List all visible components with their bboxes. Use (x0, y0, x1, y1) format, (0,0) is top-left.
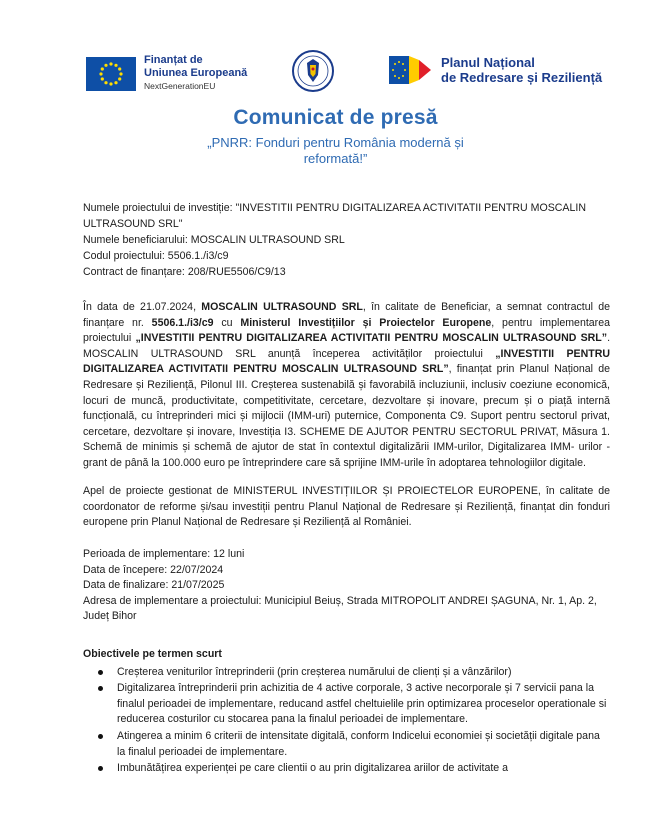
beneficiary-name: Numele beneficiarului: MOSCALIN ULTRASOUND SRL (83, 233, 345, 246)
end-date: Data de finalizare: 21/07/2025 (83, 579, 225, 592)
objective-text: Imbunătățirea experienței pe care clientii o au prin digitalizarea ariilor de activitate a (117, 762, 509, 775)
eu-funding-logo (86, 54, 247, 93)
implementation-period: Perioada de implementare: 12 luni (83, 548, 245, 560)
bullet-icon (98, 670, 103, 675)
list-item (83, 729, 610, 760)
list-item (83, 761, 610, 777)
paragraph-text: , în calitate de Beneficiar, a semnat contractul de finanțare nr. (83, 301, 610, 329)
paragraph-text: În data de 21.07.2024, (83, 301, 202, 313)
start-date: Data de începere: 22/07/2024 (83, 563, 224, 576)
objective-text: Digitalizarea întreprinderii prin achizitia de 4 active corporale, 3 active necorporale și 7 servicii pana la finalul perioadei de implementare, reducand astfel cheltuielile prin optimizarea proceselor operationale si reducerea costurilor cu stocarea pana la finalul perioadei de implementare. (117, 682, 607, 726)
subtitle-line2: reformată!” (303, 151, 368, 166)
paragraph-text: cu (213, 316, 241, 329)
bullet-icon (98, 734, 103, 739)
list-item (83, 665, 610, 681)
pnrr-logo-line2: de Redresare și Reziliență (441, 70, 603, 85)
paragraph-text: , pentru implementarea proiectului (83, 316, 610, 345)
implementation-address: Adresa de implementare a proiectului: Municipiul Beiuș, Strada MITROPOLIT ANDREI ȘAGUNA, Nr. 1, Ap. 2, Județ Bihor (83, 594, 597, 623)
document-subtitle (0, 135, 671, 167)
eu-logo-line1: Finanțat de (144, 54, 203, 66)
ministry-bold: Ministerul Investițiilor și Proiectelor Europene (240, 316, 492, 329)
pnrr-flag-icon (387, 54, 433, 86)
objective-text: Creșterea veniturilor întreprinderii (prin creșterea numărului de clienți și a vânzărilor) (117, 665, 512, 678)
document-title: Comunicat de presă (233, 106, 438, 129)
bullet-icon (98, 686, 103, 691)
eu-logo-line2: Uniunea Europeană (144, 67, 248, 79)
objectives-list (83, 665, 610, 777)
implementation-details (83, 547, 610, 625)
objective-text: Atingerea a minim 6 criterii de intensitate digitală, conform Indicelui economiei și societății digitale pana la finalul perioadei de implementare. (117, 729, 600, 758)
header-logos (0, 44, 671, 104)
intro-paragraph (83, 300, 610, 472)
eu-logo-line3: NextGenerationEU (144, 81, 216, 91)
call-paragraph: Apel de proiecte gestionat de MINISTERUL INVESTIȚIILOR ȘI PROIECTELOR EUROPENE, în calitate de coordonator de reforme și/sau investiții pentru Planul Național de Redresare și Reziliență, finanțat din fonduri europene prin Planul Național de Redresare și Reziliență al României. (83, 485, 610, 529)
bullet-icon (98, 766, 103, 771)
project-info (83, 201, 610, 281)
pnrr-logo (387, 54, 602, 86)
financing-contract: Contract de finanțare: 208/RUE5506/C9/13 (83, 265, 286, 278)
list-item (83, 681, 610, 728)
subtitle-line1: „PNRR: Fonduri pentru România modernă și (207, 135, 464, 150)
pnrr-logo-line1: Planul Național (441, 55, 535, 70)
paragraph-text: , finanțat prin Planul Național de Redresare și Reziliență, Pilonul III. Creșterea sustenabilă și favorabilă incluziunii, inclusiv coeziune economică, locuri de muncă, productivitate, competitivitate, cercetare, dezvoltare și inovare, precum și o piață internă funcțională, cu întreprinderi mici și mijlocii (IMM-uri) puternice, Componenta C9. Suport pentru sectorul privat, cercetare, dezvoltare și inovare, Investiția I3. SCHEME DE AJUTOR PENTRU SECTORUL PRIVAT, Măsura 1. Schemă de minimis și schemă de ajutor de stat în contextul digitalizării IMM-urilor, Digitalizarea IMM- urilor - grant de până la 100.000 euro pe întreprindere care să sprijine IMM-urile în adoptarea tehnologiilor digitale. (83, 363, 610, 469)
eu-flag-icon (86, 57, 136, 91)
project-title-bold: „INVESTITII PENTRU DIGITALIZAREA ACTIVITATII PENTRU MOSCALIN ULTRASOUND SRL” (135, 332, 608, 345)
project-code: Codul proiectului: 5506.1./i3/c9 (83, 249, 229, 262)
objectives-title: Obiectivele pe termen scurt (83, 648, 222, 660)
contract-number-bold: 5506.1./i3/c9 (151, 316, 214, 329)
paragraph-text: . MOSCALIN ULTRASOUND SRL anunță începerea activităților proiectului (83, 332, 611, 360)
objectives-section (83, 647, 610, 778)
project-title-bold: „INVESTITII PENTRU DIGITALIZAREA ACTIVITATII PENTRU MOSCALIN ULTRASOUND SRL” (83, 347, 611, 376)
project-name: Numele proiectului de investiție: "INVESTITII PENTRU DIGITALIZAREA ACTIVITATII PENTRU MOSCALIN ULTRASOUND SRL" (83, 202, 586, 230)
government-seal-icon (292, 48, 334, 94)
beneficiary-bold: MOSCALIN ULTRASOUND SRL (201, 301, 363, 313)
